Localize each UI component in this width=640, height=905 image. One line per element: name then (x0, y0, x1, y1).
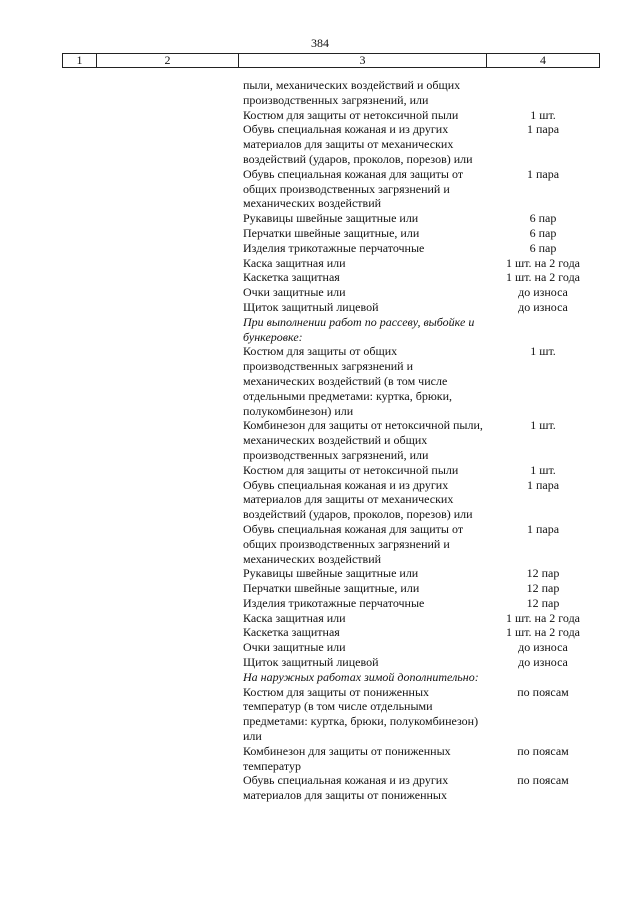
item-quantity: до износа (518, 299, 568, 314)
item-quantity: 12 пар (526, 581, 560, 596)
item-description: Костюм для защиты от нетоксичной пыли (243, 462, 459, 477)
table-row (243, 463, 603, 478)
header-col-3: 3 (239, 54, 487, 67)
table-row (243, 418, 603, 462)
table-row (243, 596, 603, 611)
section-heading-row (243, 670, 603, 685)
item-quantity: 1 пара (526, 122, 560, 137)
table-row (243, 285, 603, 300)
item-description: Очки защитные или (243, 285, 346, 300)
item-quantity: 1 шт. (530, 418, 556, 433)
item-quantity: 6 пар (529, 211, 557, 226)
item-quantity: 1 пара (526, 166, 560, 181)
table-row (243, 78, 603, 108)
table-row (243, 581, 603, 596)
item-quantity: 1 шт. (530, 344, 556, 359)
table-header-row (62, 53, 600, 68)
item-description: Перчатки швейные защитные, или (243, 225, 420, 240)
table-row (243, 773, 603, 803)
item-description: Каскетка защитная (243, 270, 340, 285)
item-description: Изделия трикотажные перчаточные (243, 595, 425, 610)
item-description: При выполнении работ по рассеву, выбойке и бункеровке: (243, 314, 475, 344)
table-row (243, 655, 603, 670)
item-quantity: 1 пара (526, 477, 560, 492)
item-quantity: 1 шт. на 2 года (505, 255, 581, 270)
item-description: Изделия трикотажные перчаточные (243, 240, 425, 255)
item-quantity: 6 пар (529, 240, 557, 255)
item-quantity: 6 пар (529, 225, 557, 240)
item-description: Обувь специальная кожаная и из других материалов для защиты от механических воздействий (ударов, проколов, порезов) или (243, 477, 473, 522)
item-description: Костюм для защиты от пониженных температур (в том числе отдельными предметами: куртка, брюки, полукомбинезон) или (243, 684, 479, 744)
table-row (243, 226, 603, 241)
item-description: Очки защитные или (243, 640, 346, 655)
header-col-1: 1 (63, 54, 97, 67)
item-description: Комбинезон для защиты от пониженных температур (243, 743, 451, 773)
item-description: Рукавицы швейные защитные или (243, 566, 419, 581)
table-row (243, 256, 603, 271)
table-row (243, 241, 603, 256)
table-row (243, 744, 603, 774)
table-row (243, 478, 603, 522)
table-row (243, 300, 603, 315)
item-quantity: по поясам (517, 743, 569, 758)
item-description: Костюм для защиты от нетоксичной пыли (243, 107, 459, 122)
table-row (243, 344, 603, 418)
item-description: Щиток защитный лицевой (243, 299, 379, 314)
table-row (243, 122, 603, 166)
table-row (243, 522, 603, 566)
table-row (243, 108, 603, 123)
item-quantity: по поясам (517, 773, 569, 788)
item-description: Каска защитная или (243, 610, 346, 625)
page-number: 384 (311, 36, 329, 50)
table-row (243, 566, 603, 581)
item-quantity: до износа (518, 640, 568, 655)
item-description: Обувь специальная кожаная для защиты от общих производственных загрязнений и механических воздействий (243, 166, 464, 211)
item-description: пыли, механических воздействий и общих производственных загрязнений, или (243, 78, 461, 107)
item-description: Костюм для защиты от общих производственных загрязнений и механических воздействий (в том числе отдельными предметами: куртка, брюки, полукомбинезон) или (243, 344, 453, 418)
item-quantity: 1 пара (526, 521, 560, 536)
item-quantity: 1 шт. на 2 года (505, 610, 581, 625)
item-description: Каска защитная или (243, 255, 346, 270)
item-quantity: 1 шт. (530, 462, 556, 477)
item-quantity: 1 шт. (530, 107, 556, 122)
table-row (243, 270, 603, 285)
item-description: Обувь специальная кожаная и из других материалов для защиты от механических воздействий (ударов, проколов, порезов) или (243, 122, 473, 166)
item-quantity: до износа (518, 285, 568, 300)
item-quantity: 12 пар (526, 566, 560, 581)
table-row (243, 640, 603, 655)
table-row (243, 167, 603, 211)
table-row (243, 211, 603, 226)
item-quantity: по поясам (517, 684, 569, 699)
header-col-2: 2 (97, 54, 239, 67)
table-row (243, 625, 603, 640)
item-quantity: 1 шт. на 2 года (505, 270, 581, 285)
item-description: На наружных работах зимой дополнительно: (243, 669, 479, 684)
item-description: Комбинезон для защиты от нетоксичной пыли, механических воздействий и общих производственных загрязнений, или (243, 418, 483, 462)
header-col-4: 4 (540, 53, 546, 67)
item-description: Обувь специальная кожаная для защиты от общих производственных загрязнений и механических воздействий (243, 521, 464, 566)
item-quantity: 1 шт. на 2 года (505, 625, 581, 640)
table-body (243, 78, 603, 803)
item-quantity: до износа (518, 655, 568, 670)
item-quantity: 12 пар (526, 595, 560, 610)
item-description: Щиток защитный лицевой (243, 655, 379, 670)
table-row (243, 685, 603, 744)
item-description: Обувь специальная кожаная и из других материалов для защиты от пониженных (243, 773, 449, 803)
item-description: Рукавицы швейные защитные или (243, 211, 419, 226)
item-description: Перчатки швейные защитные, или (243, 581, 420, 596)
section-heading-row (243, 315, 603, 345)
table-row (243, 611, 603, 626)
item-description: Каскетка защитная (243, 625, 340, 640)
